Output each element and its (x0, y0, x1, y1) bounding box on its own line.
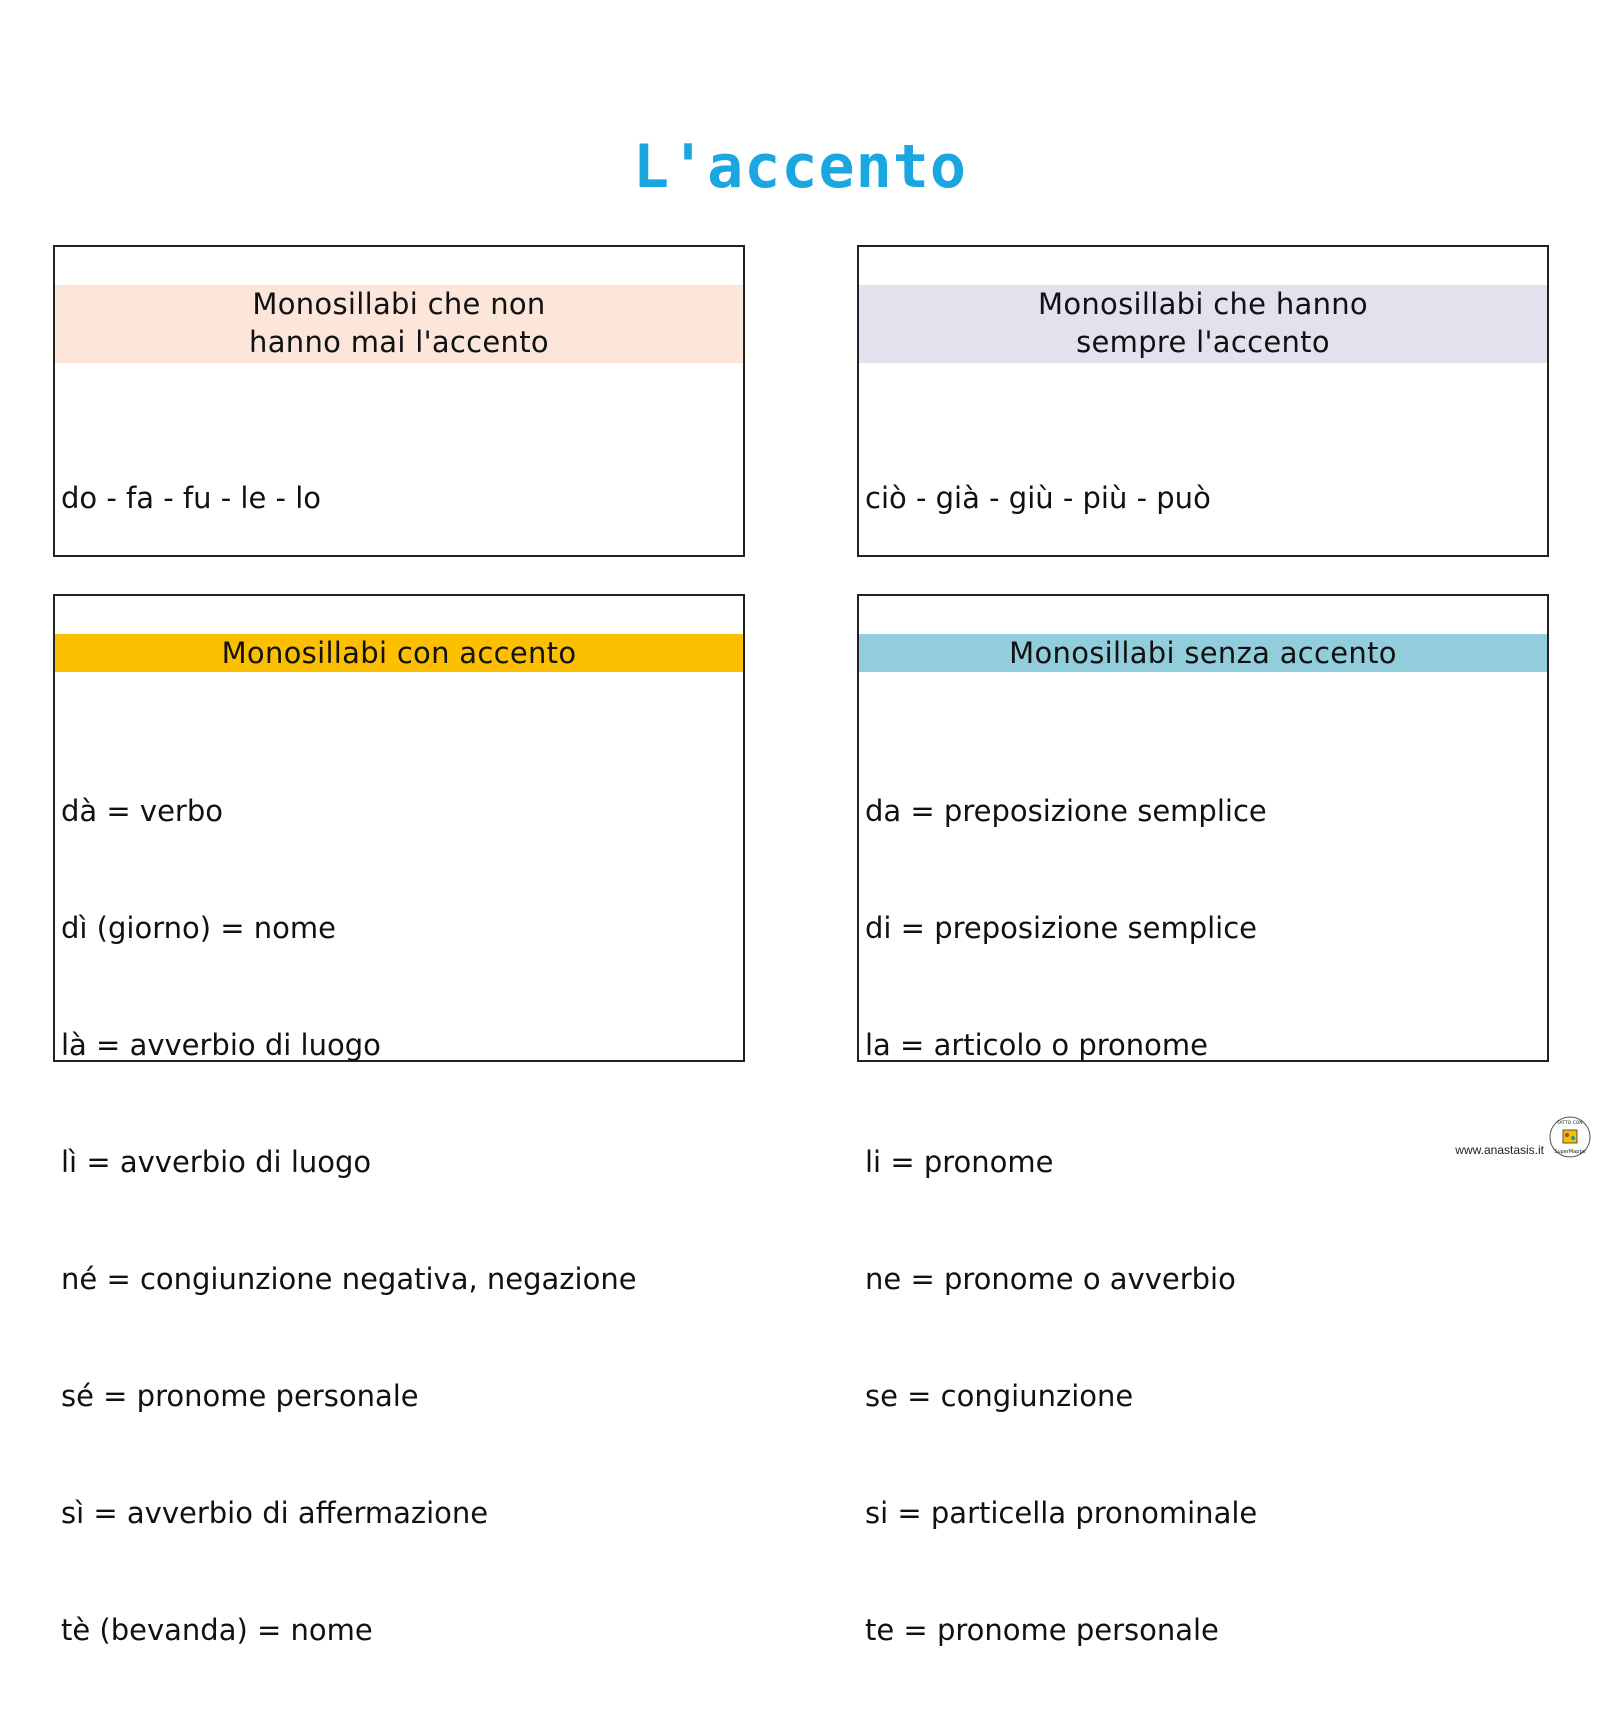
list-item: li = pronome (865, 1145, 1054, 1179)
box-header (55, 634, 743, 672)
list-item: se = congiunzione (865, 1379, 1134, 1413)
box-body (61, 714, 739, 1728)
list-item: sì = avverbio di affermazione (61, 1496, 489, 1530)
header-line: Monosillabi senza accento (1009, 636, 1397, 670)
list-item: di = preposizione semplice (865, 911, 1258, 945)
box-never-accent (53, 245, 745, 557)
header-line: Monosillabi che non (252, 287, 546, 321)
box-always-accent (857, 245, 1549, 557)
list-item: da = preposizione semplice (865, 794, 1267, 828)
list-item: tè (bevanda) = nome (61, 1613, 373, 1647)
list-item: ciò - già - giù - più - può (865, 481, 1211, 515)
box-header (55, 285, 743, 363)
list-item: la = articolo o pronome (865, 1028, 1209, 1062)
footer-site: www.anastasis.it (1455, 1143, 1544, 1157)
list-item: dì (giorno) = nome (61, 911, 337, 945)
supermappe-stamp-icon (1548, 1115, 1592, 1159)
page-title: L'accento (632, 132, 968, 202)
list-item: sé = pronome personale (61, 1379, 419, 1413)
stamp-line1: FATTO CON (1557, 1121, 1583, 1126)
list-item: te = pronome personale (865, 1613, 1219, 1647)
box-header (859, 285, 1547, 363)
box-with-accent (53, 594, 745, 1647)
header-line: Monosillabi con accento (221, 636, 577, 670)
header-line: hanno mai l'accento (249, 325, 549, 359)
box-body (865, 714, 1543, 1728)
list-item: do - fa - fu - le - lo (61, 481, 322, 515)
list-item: si = particella pronominale (865, 1496, 1258, 1530)
list-item: né = congiunzione negativa, negazione (61, 1262, 637, 1296)
list-item: ne = pronome o avverbio (865, 1262, 1236, 1296)
list-item: dà = verbo (61, 794, 223, 828)
list-item: lì = avverbio di luogo (61, 1145, 372, 1179)
header-line: sempre l'accento (1076, 325, 1330, 359)
box-body (865, 401, 1543, 596)
header-line: Monosillabi che hanno (1038, 287, 1368, 321)
list-item: là = avverbio di luogo (61, 1028, 381, 1062)
box-header (859, 634, 1547, 672)
stamp-line2: SuperMappe (1554, 1149, 1586, 1155)
